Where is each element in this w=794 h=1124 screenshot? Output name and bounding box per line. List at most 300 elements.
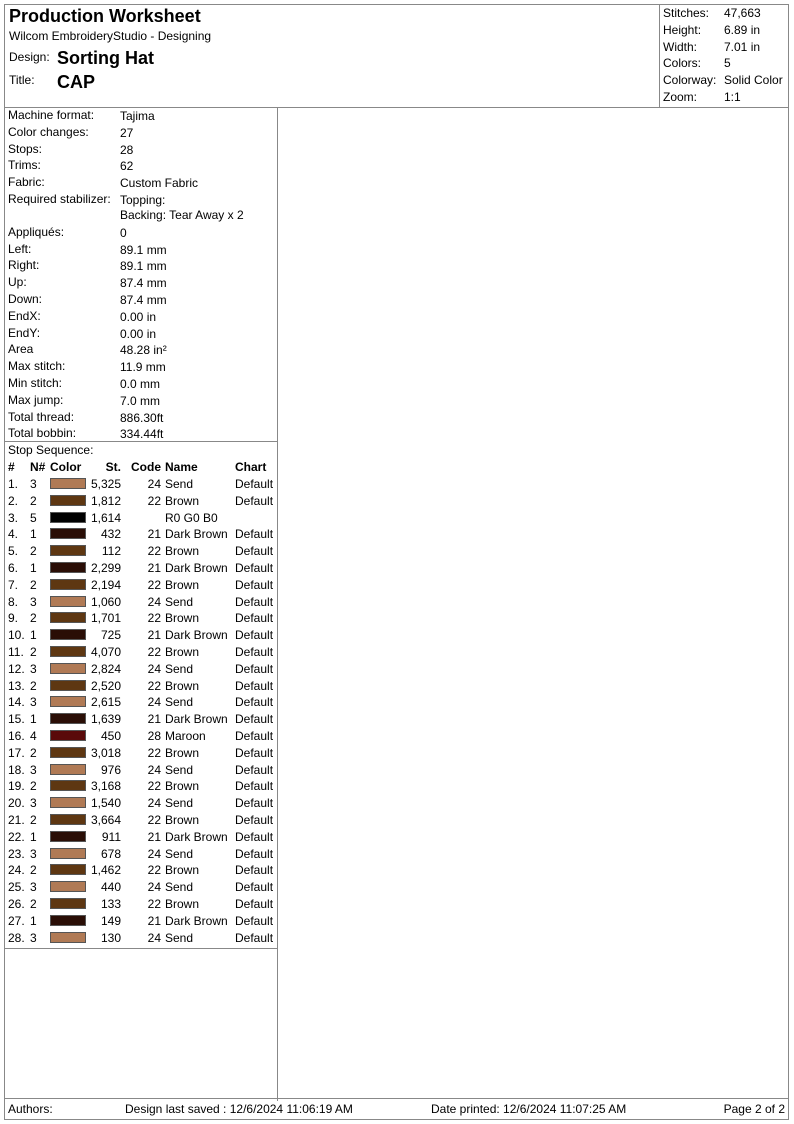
row-number: 23. xyxy=(8,846,25,861)
thread-code: 22 xyxy=(147,897,161,911)
needle-number: 2 xyxy=(30,678,37,693)
row-number: 24. xyxy=(8,863,25,878)
table-row xyxy=(5,779,277,796)
row-number: 21. xyxy=(8,813,25,827)
property-value: 0.0 mm xyxy=(120,377,161,391)
thread-code: 22 xyxy=(147,645,161,659)
needle-number: 3 xyxy=(30,762,37,777)
thread-name: Send xyxy=(165,880,194,895)
stitch-count: 1,639 xyxy=(90,712,121,727)
needle-number: 1 xyxy=(30,628,37,643)
left-panel xyxy=(5,107,278,1101)
color-swatch xyxy=(50,528,86,539)
stitch-count: 4,070 xyxy=(90,645,121,659)
stat-label: Colorway: xyxy=(663,73,717,88)
thread-chart: Default xyxy=(235,913,274,928)
worksheet-footer xyxy=(5,1098,788,1119)
property-value: 89.1 mm xyxy=(120,242,167,257)
page-title: Production Worksheet xyxy=(9,6,201,26)
stitch-count: 1,540 xyxy=(90,796,121,811)
row-number: 28. xyxy=(8,930,25,945)
thread-name: Dark Brown xyxy=(165,561,228,575)
table-row xyxy=(5,931,277,948)
thread-chart: Default xyxy=(235,813,274,827)
stitch-count: 1,812 xyxy=(90,493,121,508)
color-swatch xyxy=(50,696,86,707)
color-swatch xyxy=(50,596,86,607)
table-row xyxy=(5,796,277,813)
property-value: 28 xyxy=(120,142,134,157)
property-value: 87.4 mm xyxy=(120,276,167,291)
stitch-count: 450 xyxy=(100,729,121,743)
thread-name: Brown xyxy=(165,745,200,760)
column-header-chart: Chart xyxy=(235,460,267,474)
property-value: 0.00 in xyxy=(120,309,157,324)
row-number: 1. xyxy=(8,477,19,491)
row-number: 11. xyxy=(8,645,24,659)
thread-chart: Default xyxy=(235,712,274,727)
table-row xyxy=(5,477,277,494)
color-swatch xyxy=(50,612,86,623)
column-header-stitches: St. xyxy=(105,460,121,474)
color-swatch xyxy=(50,495,86,506)
property-label: Color changes: xyxy=(8,124,89,139)
design-label: Design: xyxy=(9,50,50,64)
color-swatch xyxy=(50,646,86,657)
thread-name: Dark Brown xyxy=(165,527,228,542)
stat-value: 1:1 xyxy=(724,90,741,104)
property-value: 7.0 mm xyxy=(120,393,161,408)
needle-number: 2 xyxy=(30,897,37,911)
table-row xyxy=(5,695,277,712)
row-number: 22. xyxy=(8,829,25,844)
table-row xyxy=(5,847,277,864)
stitch-count: 1,060 xyxy=(90,594,121,609)
row-number: 20. xyxy=(8,796,25,811)
table-row xyxy=(5,813,277,830)
stitch-count: 678 xyxy=(100,846,121,861)
thread-chart: Default xyxy=(235,897,274,911)
table-row xyxy=(5,544,277,561)
color-swatch xyxy=(50,545,86,556)
thread-code: 24 xyxy=(147,661,161,676)
needle-number: 1 xyxy=(30,913,37,928)
row-number: 2. xyxy=(8,493,19,508)
property-label: Machine format: xyxy=(8,108,95,122)
thread-code: 28 xyxy=(147,729,161,743)
table-row xyxy=(5,897,277,914)
title-label: Title: xyxy=(9,73,35,87)
thread-name: Maroon xyxy=(165,729,206,743)
color-swatch xyxy=(50,579,86,590)
color-swatch xyxy=(50,764,86,775)
column-header-name: Name xyxy=(165,460,198,474)
color-swatch xyxy=(50,478,86,489)
row-number: 14. xyxy=(8,695,25,710)
property-label: Stops: xyxy=(8,141,43,156)
property-label: Appliqués: xyxy=(8,224,65,239)
property-label: Max jump: xyxy=(8,392,64,407)
needle-number: 2 xyxy=(30,544,37,559)
thread-chart: Default xyxy=(235,762,274,777)
stat-row xyxy=(663,6,787,22)
property-value: 48.28 in² xyxy=(120,343,167,358)
thread-chart: Default xyxy=(235,577,274,592)
color-swatch xyxy=(50,932,86,943)
thread-chart: Default xyxy=(235,678,274,693)
thread-code: 24 xyxy=(147,594,161,609)
page-number: Page 2 of 2 xyxy=(723,1102,785,1116)
row-number: 9. xyxy=(8,611,19,626)
thread-name: Dark Brown xyxy=(165,712,228,727)
thread-chart: Default xyxy=(235,695,274,710)
property-label: Total thread: xyxy=(8,409,75,424)
property-value: 0 xyxy=(120,225,127,240)
row-number: 16. xyxy=(8,729,25,743)
thread-code: 21 xyxy=(147,712,161,727)
thread-code: 24 xyxy=(147,695,161,710)
needle-number: 2 xyxy=(30,813,37,827)
row-number: 25. xyxy=(8,880,25,895)
needle-number: 2 xyxy=(30,493,37,508)
stat-row xyxy=(663,56,787,72)
row-number: 13. xyxy=(8,678,25,693)
color-swatch xyxy=(50,713,86,724)
property-label: Up: xyxy=(8,275,27,290)
property-value: 62 xyxy=(120,159,134,174)
row-number: 4. xyxy=(8,527,19,542)
column-header-number: # xyxy=(8,460,15,474)
design-stats-panel xyxy=(659,5,788,107)
last-saved-date: Design last saved : 12/6/2024 11:06:19 AM xyxy=(125,1102,353,1116)
row-number: 12. xyxy=(8,661,25,676)
row-number: 17. xyxy=(8,745,25,760)
thread-code: 21 xyxy=(147,628,161,643)
stitch-count: 725 xyxy=(100,628,121,643)
needle-number: 1 xyxy=(30,561,37,575)
property-label: Left: xyxy=(8,241,32,256)
property-label: Trims: xyxy=(8,158,41,173)
design-title: CAP xyxy=(57,72,96,92)
needle-number: 1 xyxy=(30,712,37,727)
stitch-count: 1,701 xyxy=(90,611,121,626)
thread-chart: Default xyxy=(235,863,274,878)
property-label: Down: xyxy=(8,292,43,306)
table-row xyxy=(5,595,277,612)
table-row xyxy=(5,628,277,645)
thread-code: 21 xyxy=(147,913,161,928)
table-row xyxy=(5,746,277,763)
thread-code: 24 xyxy=(147,796,161,811)
table-row xyxy=(5,729,277,746)
column-header-needle: N# xyxy=(30,460,46,474)
thread-chart: Default xyxy=(235,796,274,811)
stitch-count: 976 xyxy=(100,762,121,777)
stat-row xyxy=(663,73,787,89)
stitch-count: 3,168 xyxy=(90,779,121,794)
thread-chart: Default xyxy=(235,561,274,575)
thread-code: 21 xyxy=(147,829,161,844)
row-number: 5. xyxy=(8,544,19,559)
color-swatch xyxy=(50,663,86,674)
thread-code: 22 xyxy=(147,813,161,827)
stitch-count: 2,824 xyxy=(90,661,121,676)
stitch-count: 130 xyxy=(100,930,121,945)
software-name: Wilcom EmbroideryStudio - Designing xyxy=(9,29,212,43)
property-value: 89.1 mm xyxy=(120,259,167,274)
thread-chart: Default xyxy=(235,846,274,861)
stat-label: Stitches: xyxy=(663,6,710,20)
property-value: 87.4 mm xyxy=(120,293,167,307)
thread-name: Dark Brown xyxy=(165,913,228,928)
stitch-count: 432 xyxy=(100,527,121,542)
property-label: EndY: xyxy=(8,325,41,340)
color-swatch xyxy=(50,797,86,808)
property-label: Total bobbin: xyxy=(8,426,77,441)
thread-code: 22 xyxy=(147,745,161,760)
needle-number: 2 xyxy=(30,611,37,626)
needle-number: 3 xyxy=(30,880,37,895)
thread-code: 22 xyxy=(147,678,161,693)
property-value: 334.44ft xyxy=(120,427,164,442)
property-value-secondary: Backing: Tear Away x 2 xyxy=(120,208,244,222)
color-swatch xyxy=(50,747,86,758)
property-value: 11.9 mm xyxy=(120,360,166,375)
stat-value: 7.01 in xyxy=(724,39,761,54)
thread-name: Send xyxy=(165,930,194,945)
table-row xyxy=(5,914,277,931)
authors-label: Authors: xyxy=(8,1102,53,1116)
thread-name: Brown xyxy=(165,779,200,794)
property-label: EndX: xyxy=(8,308,41,323)
stitch-count: 133 xyxy=(100,897,121,911)
thread-code: 24 xyxy=(147,762,161,777)
table-row xyxy=(5,863,277,880)
thread-name: R0 G0 B0 xyxy=(165,510,218,525)
property-label: Area xyxy=(8,342,34,357)
table-row xyxy=(5,611,277,628)
thread-name: Brown xyxy=(165,611,200,626)
thread-code: 22 xyxy=(147,544,161,559)
thread-name: Brown xyxy=(165,544,200,559)
stitch-count: 2,615 xyxy=(90,695,121,710)
color-swatch xyxy=(50,915,86,926)
thread-name: Send xyxy=(165,594,194,609)
thread-chart: Default xyxy=(235,527,274,542)
table-row xyxy=(5,527,277,544)
table-row xyxy=(5,578,277,595)
row-number: 6. xyxy=(8,561,19,575)
stitch-count: 1,614 xyxy=(90,510,121,525)
needle-number: 2 xyxy=(30,745,37,760)
color-swatch xyxy=(50,848,86,859)
stitch-count: 2,520 xyxy=(90,678,121,693)
table-row xyxy=(5,511,277,528)
property-value: 886.30ft xyxy=(120,410,164,425)
stitch-count: 5,325 xyxy=(90,477,121,491)
table-header xyxy=(5,460,277,476)
color-swatch xyxy=(50,730,86,741)
thread-name: Brown xyxy=(165,493,200,508)
color-swatch xyxy=(50,512,86,523)
needle-number: 1 xyxy=(30,527,37,542)
property-value: 0.00 in xyxy=(120,326,157,341)
column-header-code: Code xyxy=(131,460,161,474)
thread-name: Dark Brown xyxy=(165,628,228,643)
needle-number: 3 xyxy=(30,594,37,609)
thread-code: 22 xyxy=(147,493,161,508)
thread-chart: Default xyxy=(235,628,274,643)
color-swatch xyxy=(50,629,86,640)
property-label: Max stitch: xyxy=(8,359,66,374)
stat-row xyxy=(663,40,787,56)
thread-code: 22 xyxy=(147,611,161,626)
stitch-count: 149 xyxy=(100,913,121,928)
thread-name: Brown xyxy=(165,863,200,878)
color-swatch xyxy=(50,814,86,825)
thread-chart: Default xyxy=(235,729,274,743)
stat-value: 6.89 in xyxy=(724,22,761,37)
thread-code: 24 xyxy=(147,930,161,945)
stat-label: Height: xyxy=(663,22,702,37)
row-number: 27. xyxy=(8,913,25,928)
worksheet-page xyxy=(4,4,789,1120)
property-label: Right: xyxy=(8,258,40,273)
stitch-count: 911 xyxy=(101,829,121,844)
needle-number: 2 xyxy=(30,577,37,592)
property-label: Min stitch: xyxy=(8,376,63,390)
color-swatch xyxy=(50,780,86,791)
thread-chart: Default xyxy=(235,544,274,559)
thread-name: Send xyxy=(165,695,194,710)
needle-number: 3 xyxy=(30,695,37,710)
thread-code: 24 xyxy=(147,846,161,861)
table-row xyxy=(5,712,277,729)
stat-value: Solid Color xyxy=(724,73,783,88)
stitch-count: 3,664 xyxy=(90,813,121,827)
color-swatch xyxy=(50,898,86,909)
row-number: 8. xyxy=(8,594,19,609)
needle-number: 2 xyxy=(30,645,37,659)
thread-code: 24 xyxy=(147,477,161,491)
color-swatch xyxy=(50,881,86,892)
row-number: 7. xyxy=(8,577,19,592)
property-value: 27 xyxy=(120,125,134,140)
needle-number: 4 xyxy=(30,729,37,743)
thread-code: 22 xyxy=(147,577,161,592)
table-row xyxy=(5,561,277,578)
stat-label: Colors: xyxy=(663,56,702,71)
thread-name: Brown xyxy=(165,645,200,659)
table-row xyxy=(5,763,277,780)
thread-name: Send xyxy=(165,477,194,491)
row-number: 10. xyxy=(8,628,25,643)
color-swatch xyxy=(50,562,86,573)
stitch-count: 440 xyxy=(100,880,121,895)
stat-value: 47,663 xyxy=(724,6,761,20)
row-number: 15. xyxy=(8,712,25,727)
thread-chart: Default xyxy=(235,645,274,659)
thread-name: Send xyxy=(165,796,194,811)
thread-code: 24 xyxy=(147,880,161,895)
needle-number: 3 xyxy=(30,846,37,861)
thread-name: Brown xyxy=(165,678,200,693)
stitch-count: 2,194 xyxy=(90,577,121,592)
thread-name: Send xyxy=(165,846,194,861)
thread-chart: Default xyxy=(235,611,274,626)
needle-number: 5 xyxy=(30,510,37,525)
date-printed: Date printed: 12/6/2024 11:07:25 AM xyxy=(431,1102,627,1116)
color-swatch xyxy=(50,864,86,875)
stat-label: Zoom: xyxy=(663,90,698,104)
row-number: 3. xyxy=(8,510,19,525)
thread-name: Dark Brown xyxy=(165,829,228,844)
thread-name: Send xyxy=(165,762,194,777)
needle-number: 2 xyxy=(30,779,37,794)
thread-chart: Default xyxy=(235,880,274,895)
needle-number: 3 xyxy=(30,661,37,676)
table-row xyxy=(5,830,277,847)
stitch-count: 2,299 xyxy=(90,561,121,575)
design-name: Sorting Hat xyxy=(57,48,154,68)
table-row xyxy=(5,662,277,679)
thread-code: 21 xyxy=(147,527,161,542)
stat-row xyxy=(663,90,787,106)
property-value: Tajima xyxy=(120,109,155,123)
table-row xyxy=(5,645,277,662)
row-number: 19. xyxy=(8,779,25,794)
property-value: Topping: xyxy=(120,193,166,207)
thread-chart: Default xyxy=(235,779,274,794)
row-number: 26. xyxy=(8,897,25,911)
needle-number: 1 xyxy=(30,829,37,844)
thread-chart: Default xyxy=(235,477,274,491)
table-row xyxy=(5,880,277,897)
table-row xyxy=(5,494,277,511)
needle-number: 3 xyxy=(30,796,37,811)
thread-code: 22 xyxy=(147,863,161,878)
thread-chart: Default xyxy=(235,493,274,508)
thread-name: Brown xyxy=(165,577,200,592)
stop-sequence-title: Stop Sequence: xyxy=(8,443,94,457)
thread-name: Brown xyxy=(165,813,200,827)
thread-name: Send xyxy=(165,661,194,676)
stitch-count: 112 xyxy=(101,544,121,559)
stat-label: Width: xyxy=(663,39,698,54)
thread-chart: Default xyxy=(235,829,274,844)
worksheet-header xyxy=(5,5,788,108)
thread-chart: Default xyxy=(235,661,274,676)
color-swatch xyxy=(50,680,86,691)
stitch-count: 3,018 xyxy=(90,745,121,760)
property-value: Custom Fabric xyxy=(120,176,199,191)
property-label: Fabric: xyxy=(8,175,45,190)
needle-number: 3 xyxy=(30,930,37,945)
table-row xyxy=(5,679,277,696)
color-swatch xyxy=(50,831,86,842)
row-number: 18. xyxy=(8,762,25,777)
needle-number: 3 xyxy=(30,477,37,491)
column-header-color: Color xyxy=(50,460,82,474)
needle-number: 2 xyxy=(30,863,37,878)
thread-chart: Default xyxy=(235,930,274,945)
thread-code: 21 xyxy=(147,561,161,575)
thread-name: Brown xyxy=(165,897,200,911)
property-label: Required stabilizer: xyxy=(8,192,111,206)
thread-chart: Default xyxy=(235,745,274,760)
stop-sequence-table xyxy=(5,441,277,949)
stitch-count: 1,462 xyxy=(90,863,121,878)
